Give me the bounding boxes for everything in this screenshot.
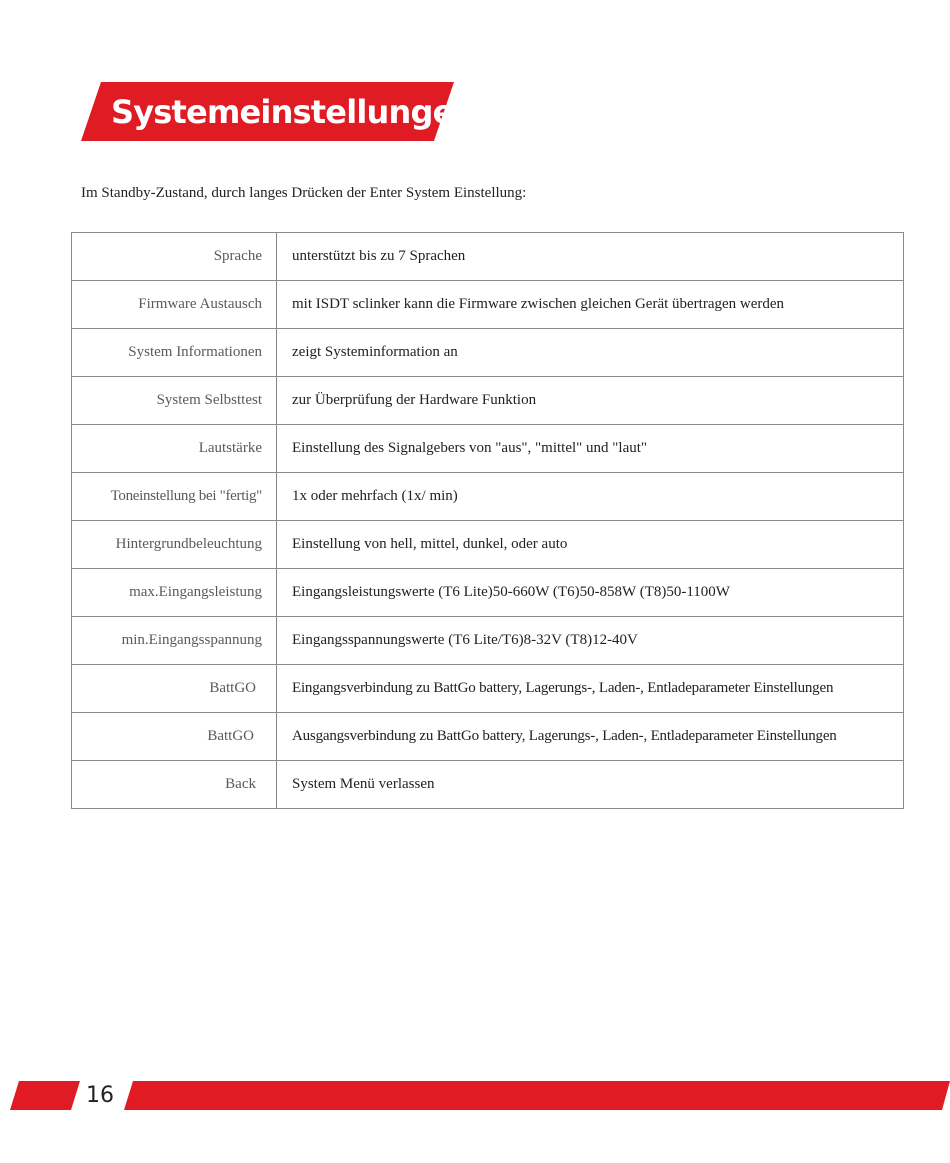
setting-description: zur Überprüfung der Hardware Funktion [277,377,904,425]
table-row [72,473,904,521]
setting-label: min.Eingangsspannung [72,617,277,665]
setting-label: BattGO [72,713,277,761]
setting-description: Einstellung von hell, mittel, dunkel, oder auto [277,521,904,569]
setting-description: System Menü verlassen [277,761,904,809]
page-number: 16 [86,1083,114,1108]
setting-label: Firmware Austausch [72,281,277,329]
footer-bar-left [10,1081,80,1110]
table-row [72,377,904,425]
setting-label: Hintergrundbeleuchtung [72,521,277,569]
table-row [72,617,904,665]
setting-label: Toneinstellung bei "fertig" [72,473,277,521]
table-row [72,761,904,809]
table-row [72,569,904,617]
table-row [72,329,904,377]
table-row [72,233,904,281]
setting-description: Eingangsspannungswerte (T6 Lite/T6)8-32V (T8)12-40V [277,617,904,665]
table-row [72,665,904,713]
setting-label: System Informationen [72,329,277,377]
setting-label: Lautstärke [72,425,277,473]
setting-description: Einstellung des Signalgebers von "aus", "mittel" und "laut" [277,425,904,473]
setting-label: System Selbsttest [72,377,277,425]
footer-bar-right [124,1081,950,1110]
setting-label: max.Eingangsleistung [72,569,277,617]
setting-description: Eingangsleistungswerte (T6 Lite)50-660W (T6)50-858W (T8)50-1100W [277,569,904,617]
settings-table [71,232,904,809]
table-row [72,281,904,329]
setting-description: unterstützt bis zu 7 Sprachen [277,233,904,281]
table-row [72,521,904,569]
setting-label: Sprache [72,233,277,281]
setting-description: Eingangsverbindung zu BattGo battery, Lagerungs-, Laden-, Entladeparameter Einstellungen [277,665,904,713]
table-row [72,425,904,473]
table-row [72,713,904,761]
page-title: Systemeinstellungen: [111,93,488,131]
setting-label: BattGO [72,665,277,713]
setting-label: Back [72,761,277,809]
setting-description: mit ISDT sclinker kann die Firmware zwischen gleichen Gerät übertragen werden [277,281,904,329]
intro-text: Im Standby-Zustand, durch langes Drücken der Enter System Einstellung: [81,185,527,201]
setting-description: Ausgangsverbindung zu BattGo battery, Lagerungs-, Laden-, Entladeparameter Einstellungen [277,713,904,761]
setting-description: 1x oder mehrfach (1x/ min) [277,473,904,521]
setting-description: zeigt Systeminformation an [277,329,904,377]
